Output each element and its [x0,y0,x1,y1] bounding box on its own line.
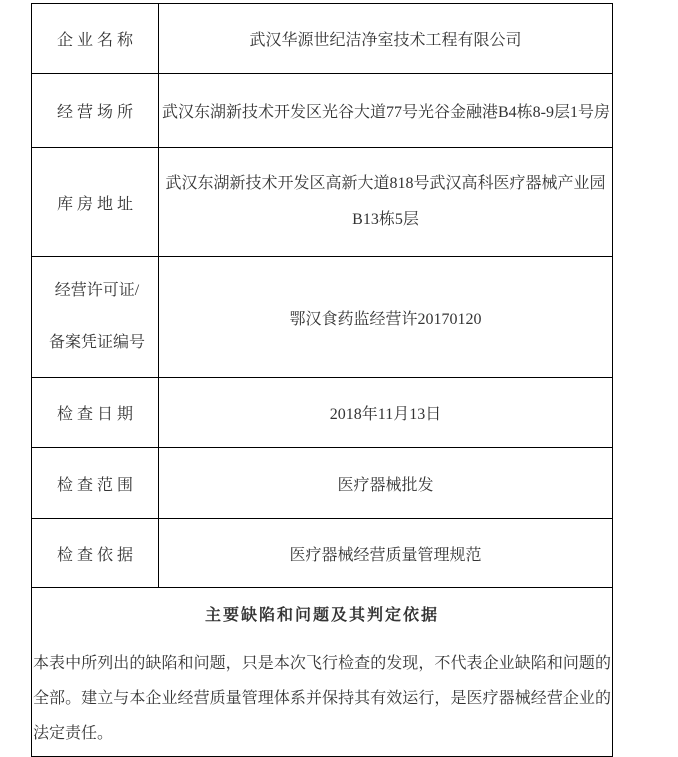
field-label-warehouse-address: 库房地址 [32,148,159,257]
field-value-inspection-basis: 医疗器械经营质量管理规范 [159,519,613,588]
field-label-inspection-basis: 检查依据 [32,519,159,588]
field-label-license-line1: 经营许可证/ [54,282,140,299]
field-value-inspection-scope: 医疗器械批发 [159,448,613,519]
field-label-license-number [32,257,159,378]
defects-section-title: 主要缺陷和问题及其判定依据 [204,607,439,624]
field-value-company-name: 武汉华源世纪洁净室技术工程有限公司 [159,4,613,74]
field-value-license-number: 鄂汉食药监经营许20170120 [159,257,613,378]
field-label-company-name: 企业名称 [32,4,159,74]
field-value-inspection-date: 2018年11月13日 [159,378,613,448]
field-label-inspection-date: 检查日期 [32,378,159,448]
field-value-business-premises: 武汉东湖新技术开发区光谷大道77号光谷金融港B4栋8-9层1号房 [159,74,613,148]
table-row-inspection-scope [32,448,613,519]
defects-section-paragraph: 本表中所列出的缺陷和问题，只是本次飞行检查的发现，不代表企业缺陷和问题的全部。建立与本企业经营质量管理体系并保持其有效运行，是医疗器械经营企业的法定责任。 [33,655,611,742]
defects-section-row [32,588,613,757]
defects-section-cell [32,588,613,757]
table-row-warehouse-address [32,148,613,257]
table-row-inspection-date [32,378,613,448]
table-row-inspection-basis [32,519,613,588]
field-value-warehouse-address: 武汉东湖新技术开发区高新大道818号武汉高科医疗器械产业园B13栋5层 [159,148,613,257]
field-label-license-line2: 备案凭证编号 [48,334,145,351]
inspection-info-table [31,3,613,757]
table-row-company-name [32,4,613,74]
field-label-inspection-scope: 检查范围 [32,448,159,519]
field-label-business-premises: 经营场所 [32,74,159,148]
table-row-license-number [32,257,613,378]
table-row-business-premises [32,74,613,148]
